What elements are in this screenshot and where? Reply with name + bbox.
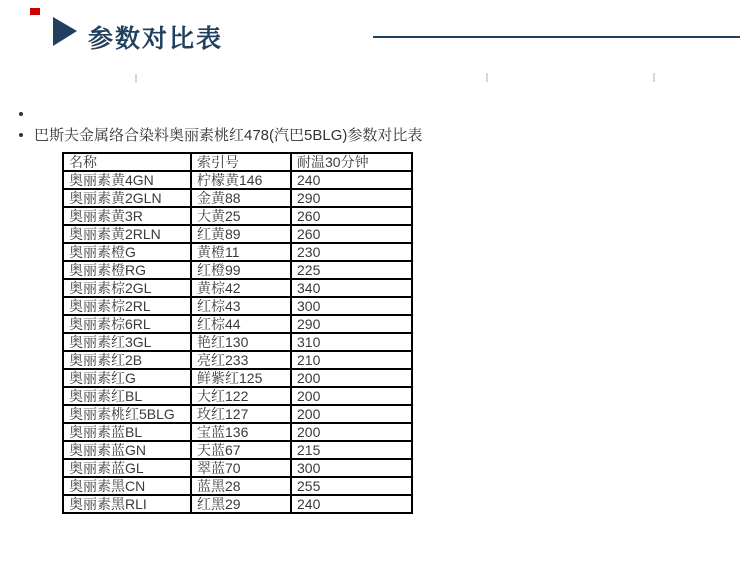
table-cell: 蓝黑28: [191, 477, 291, 495]
table-cell: 奥丽素红BL: [63, 387, 191, 405]
table-cell: 奥丽素黑RLI: [63, 495, 191, 513]
table-cell: 奥丽素蓝GN: [63, 441, 191, 459]
title-rule: [373, 36, 740, 38]
bullet-icon: [19, 133, 23, 137]
table-row: [63, 423, 412, 441]
table-cell: 290: [291, 315, 412, 333]
table-cell: 奥丽素黄3R: [63, 207, 191, 225]
table-row: [63, 405, 412, 423]
table-row: [63, 261, 412, 279]
comparison-table: [62, 152, 413, 514]
table-cell: 290: [291, 189, 412, 207]
table-cell: 200: [291, 405, 412, 423]
table-cell: 亮红233: [191, 351, 291, 369]
table-cell: 300: [291, 297, 412, 315]
list-item: [16, 125, 716, 146]
table-cell: 260: [291, 225, 412, 243]
triangle-right-icon: [53, 17, 77, 46]
bullet-list: [16, 104, 716, 146]
table-cell: 310: [291, 333, 412, 351]
table-cell: 红棕43: [191, 297, 291, 315]
table-row: [63, 495, 412, 513]
bullet-icon: [19, 112, 23, 116]
table-cell: 奥丽素黄2GLN: [63, 189, 191, 207]
table-row: [63, 279, 412, 297]
table-row: [63, 441, 412, 459]
table-row: [63, 369, 412, 387]
table-cell: 奥丽素红3GL: [63, 333, 191, 351]
table-row: [63, 459, 412, 477]
table-cell: 200: [291, 369, 412, 387]
table-cell: 宝蓝136: [191, 423, 291, 441]
table-row: [63, 351, 412, 369]
table-cell: 奥丽素棕2RL: [63, 297, 191, 315]
comparison-table-body: [63, 171, 412, 513]
table-cell: 红黄89: [191, 225, 291, 243]
column-header-heat: 耐温30分钟: [291, 153, 412, 171]
table-cell: 艳红130: [191, 333, 291, 351]
table-cell: 大红122: [191, 387, 291, 405]
list-item: [16, 104, 716, 125]
table-cell: 奥丽素橙RG: [63, 261, 191, 279]
table-row: [63, 297, 412, 315]
table-row: [63, 171, 412, 189]
table-cell: 红橙99: [191, 261, 291, 279]
table-cell: 奥丽素黄2RLN: [63, 225, 191, 243]
column-header-name: 名称: [63, 153, 191, 171]
table-cell: 240: [291, 171, 412, 189]
red-marker: [30, 8, 40, 15]
table-row: [63, 333, 412, 351]
table-header-row: [63, 153, 412, 171]
table-row: [63, 315, 412, 333]
table-cell: 奥丽素红2B: [63, 351, 191, 369]
table-cell: 340: [291, 279, 412, 297]
table-cell: 翠蓝70: [191, 459, 291, 477]
table-cell: 金黄88: [191, 189, 291, 207]
table-cell: 奥丽素橙G: [63, 243, 191, 261]
table-cell: 215: [291, 441, 412, 459]
table-cell: 200: [291, 387, 412, 405]
table-cell: 255: [291, 477, 412, 495]
table-cell: 奥丽素棕6RL: [63, 315, 191, 333]
table-cell: 230: [291, 243, 412, 261]
placeholder-artifact: [486, 73, 488, 82]
table-cell: 黄棕42: [191, 279, 291, 297]
table-cell: 奥丽素棕2GL: [63, 279, 191, 297]
table-cell: 奥丽素黑CN: [63, 477, 191, 495]
table-cell: 奥丽素黄4GN: [63, 171, 191, 189]
table-cell: 奥丽素蓝BL: [63, 423, 191, 441]
table-cell: 300: [291, 459, 412, 477]
table-row: [63, 243, 412, 261]
table-cell: 天蓝67: [191, 441, 291, 459]
table-row: [63, 189, 412, 207]
table-cell: 柠檬黄146: [191, 171, 291, 189]
placeholder-artifact: [135, 74, 137, 83]
table-cell: 200: [291, 423, 412, 441]
table-cell: 奥丽素桃红5BLG: [63, 405, 191, 423]
table-cell: 奥丽素红G: [63, 369, 191, 387]
table-cell: 210: [291, 351, 412, 369]
table-cell: 黄橙11: [191, 243, 291, 261]
table-row: [63, 225, 412, 243]
table-cell: 大黄25: [191, 207, 291, 225]
table-cell: 红棕44: [191, 315, 291, 333]
table-row: [63, 207, 412, 225]
table-cell: 奥丽素蓝GL: [63, 459, 191, 477]
table-row: [63, 387, 412, 405]
placeholder-artifact: [653, 73, 655, 82]
table-row: [63, 477, 412, 495]
table-cell: 260: [291, 207, 412, 225]
table-cell: 225: [291, 261, 412, 279]
table-cell: 240: [291, 495, 412, 513]
column-header-index: 索引号: [191, 153, 291, 171]
table-cell: 玫红127: [191, 405, 291, 423]
page-title: 参数对比表: [88, 25, 224, 53]
table-cell: 红黑29: [191, 495, 291, 513]
table-cell: 鲜紫红125: [191, 369, 291, 387]
table-caption-text: 巴斯夫金属络合染料奥丽素桃红478(汽巴5BLG)参数对比表: [34, 127, 423, 144]
